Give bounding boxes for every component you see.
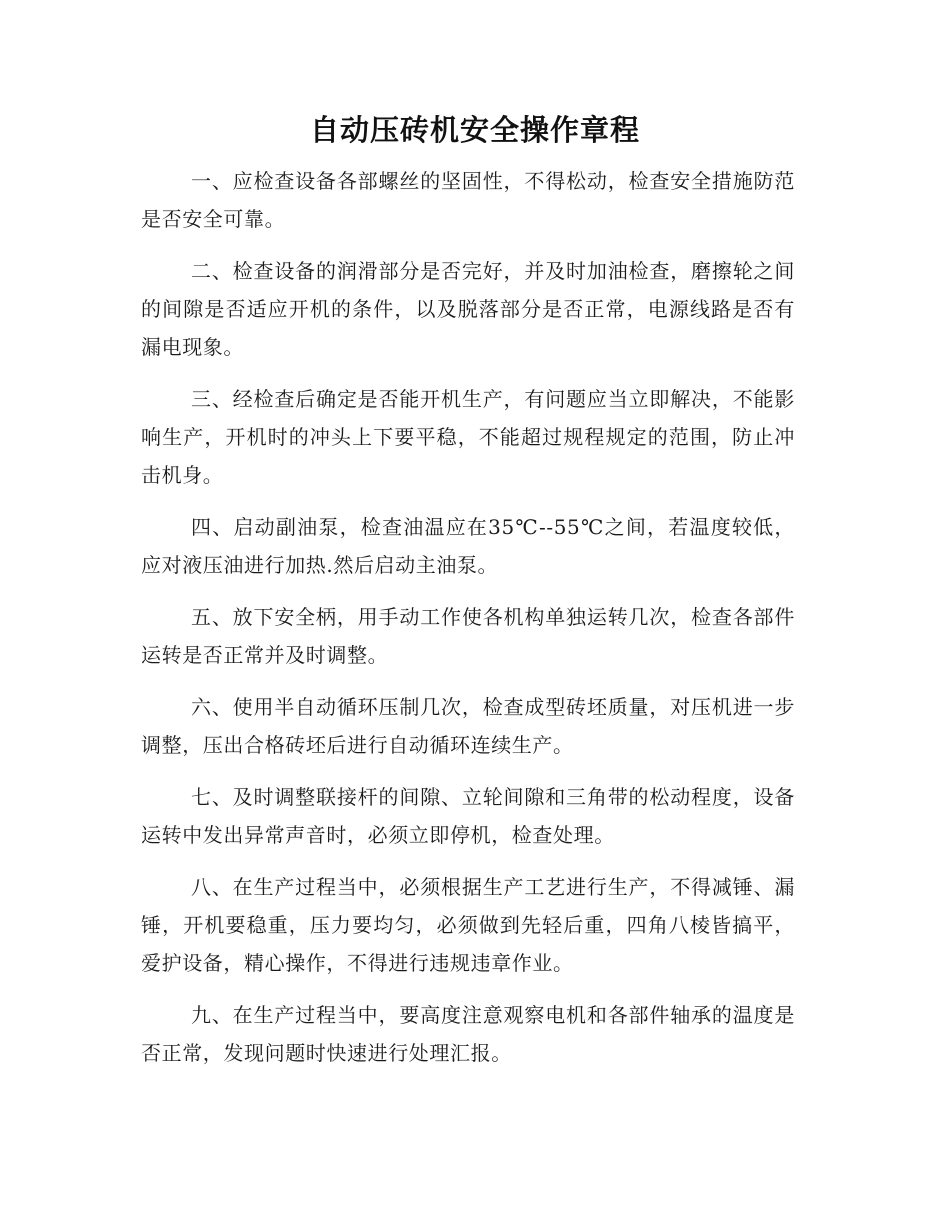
document-body (141, 162, 795, 1086)
paragraph-1: 一、应检查设备各部螺丝的坚固性，不得松动，检查安全措施防范是否安全可靠。 (141, 169, 795, 231)
paragraph-5: 五、放下安全柄，用手动工作使各机构单独运转几次，检查各部件运转是否正常并及时调整。 (141, 605, 795, 667)
paragraph-9: 九、在生产过程当中，要高度注意观察电机和各部件轴承的温度是否正常，发现问题时快速进行处理汇报。 (141, 1003, 795, 1065)
document-title: 自动压砖机安全操作章程 (309, 113, 640, 147)
paragraph-8: 八、在生产过程当中，必须根据生产工艺进行生产，不得减锤、漏锤，开机要稳重，压力要均匀，必须做到先轻后重，四角八棱皆搞平，爱护设备，精心操作，不得进行违规违章作业。 (141, 875, 795, 975)
paragraph-7: 七、及时调整联接杆的间隙、立轮间隙和三角带的松动程度，设备运转中发出异常声音时，必须立即停机，检查处理。 (141, 785, 795, 847)
paragraph-3: 三、经检查后确定是否能开机生产，有问题应当立即解决，不能影响生产，开机时的冲头上下要平稳，不能超过规程规定的范围，防止冲击机身。 (141, 387, 795, 487)
paragraph-6: 六、使用半自动循环压制几次，检查成型砖坯质量，对压机进一步调整，压出合格砖坯后进行自动循环连续生产。 (141, 695, 795, 757)
paragraph-2: 二、检查设备的润滑部分是否完好，并及时加油检查，磨擦轮之间的间隙是否适应开机的条件，以及脱落部分是否正常，电源线路是否有漏电现象。 (141, 259, 795, 359)
paragraph-4: 四、启动副油泵，检查油温应在35℃--55℃之间，若温度较低，应对液压油进行加热.然后启动主油泵。 (141, 515, 795, 577)
